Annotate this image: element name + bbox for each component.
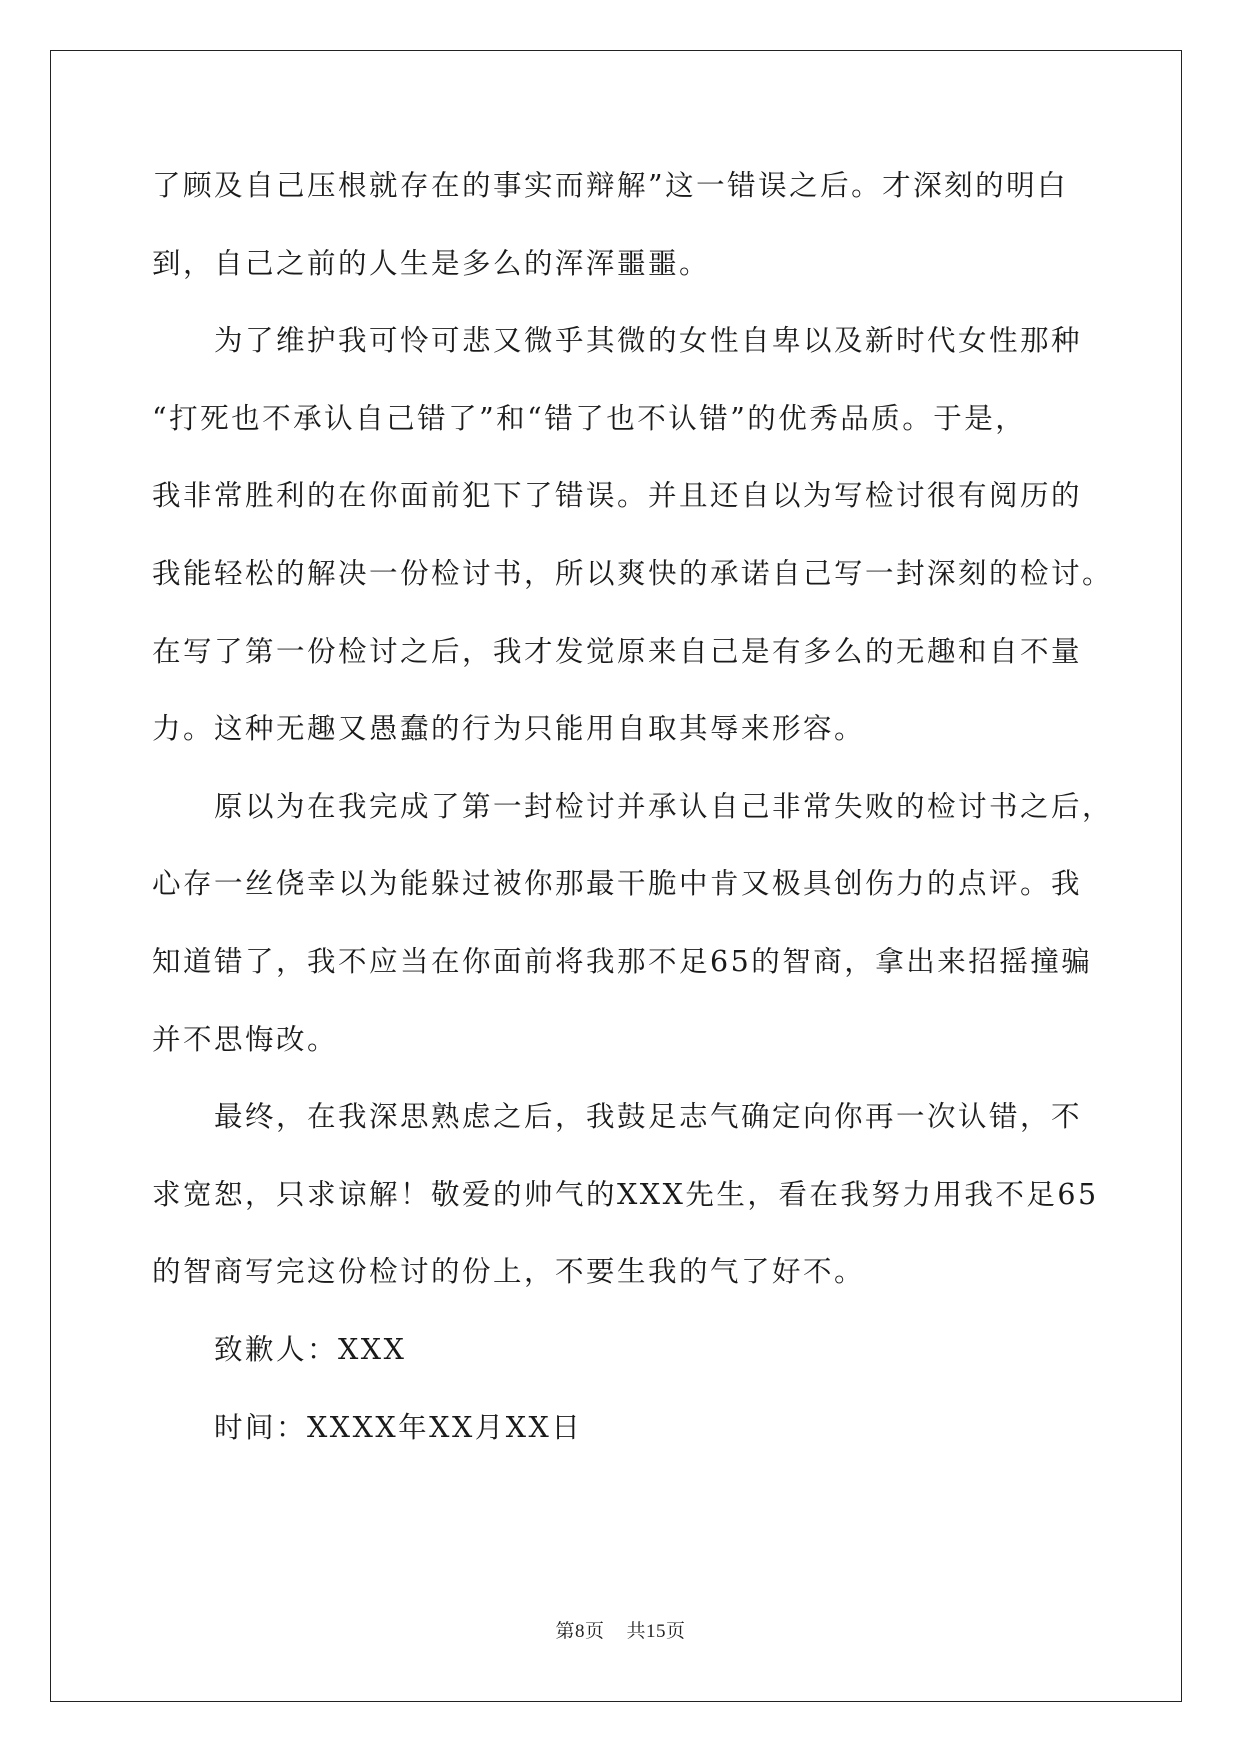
text-line: 我能轻松的解决一份检讨书，所以爽快的承诺自己写一封深刻的检讨。 [152, 556, 1114, 590]
total-prefix: 共 [626, 1620, 647, 1642]
text-line: “打死也不承认自己错了”和“错了也不认错”的优秀品质。于是， [152, 401, 1027, 435]
signature-line: 致歉人：XXX [214, 1332, 407, 1366]
page-prefix: 第 [555, 1620, 575, 1642]
text-line: 力。这种无趣又愚蠢的行为只能用自取其辱来形容。 [152, 712, 866, 746]
page-number: 8 [574, 1621, 585, 1642]
text-line: 知道错了，我不应当在你面前将我那不足65的智商，拿出来招摇撞骗 [152, 944, 1093, 978]
text-line: 的智商写完这份检讨的份上，不要生我的气了好不。 [152, 1255, 866, 1289]
text-line: 心存一丝侥幸以为能躲过被你那最干脆中肯又极具创伤力的点评。我 [152, 867, 1083, 901]
paragraph-first-line: 最终，在我深思熟虑之后，我鼓足志气确定向你再一次认错，不 [214, 1100, 1083, 1134]
page-footer [0, 1616, 1241, 1643]
page-suffix: 页 [584, 1620, 605, 1642]
document-body [152, 162, 1114, 1481]
paragraph-first-line: 原以为在我完成了第一封检讨并承认自己非常失败的检讨书之后， [214, 789, 1114, 823]
paragraph-first-line: 为了维护我可怜可悲又微乎其微的女性自卑以及新时代女性那种 [214, 324, 1083, 358]
date-line: 时间：XXXX年XX月XX日 [214, 1410, 583, 1444]
text-line: 到，自己之前的人生是多么的浑浑噩噩。 [152, 246, 711, 280]
page-total: 15 [646, 1621, 667, 1642]
text-line: 并不思悔改。 [152, 1022, 339, 1056]
total-suffix: 页 [666, 1620, 686, 1642]
text-line: 我非常胜利的在你面前犯下了错误。并且还自以为写检讨很有阅历的 [152, 479, 1083, 513]
text-line: 在写了第一份检讨之后，我才发觉原来自己是有多么的无趣和自不量 [152, 634, 1083, 668]
text-line: 求宽恕，只求谅解！敬爱的帅气的XXX先生，看在我努力用我不足65 [152, 1177, 1099, 1211]
text-line: 了顾及自己压根就存在的事实而辩解”这一错误之后。才深刻的明白 [152, 169, 1069, 202]
